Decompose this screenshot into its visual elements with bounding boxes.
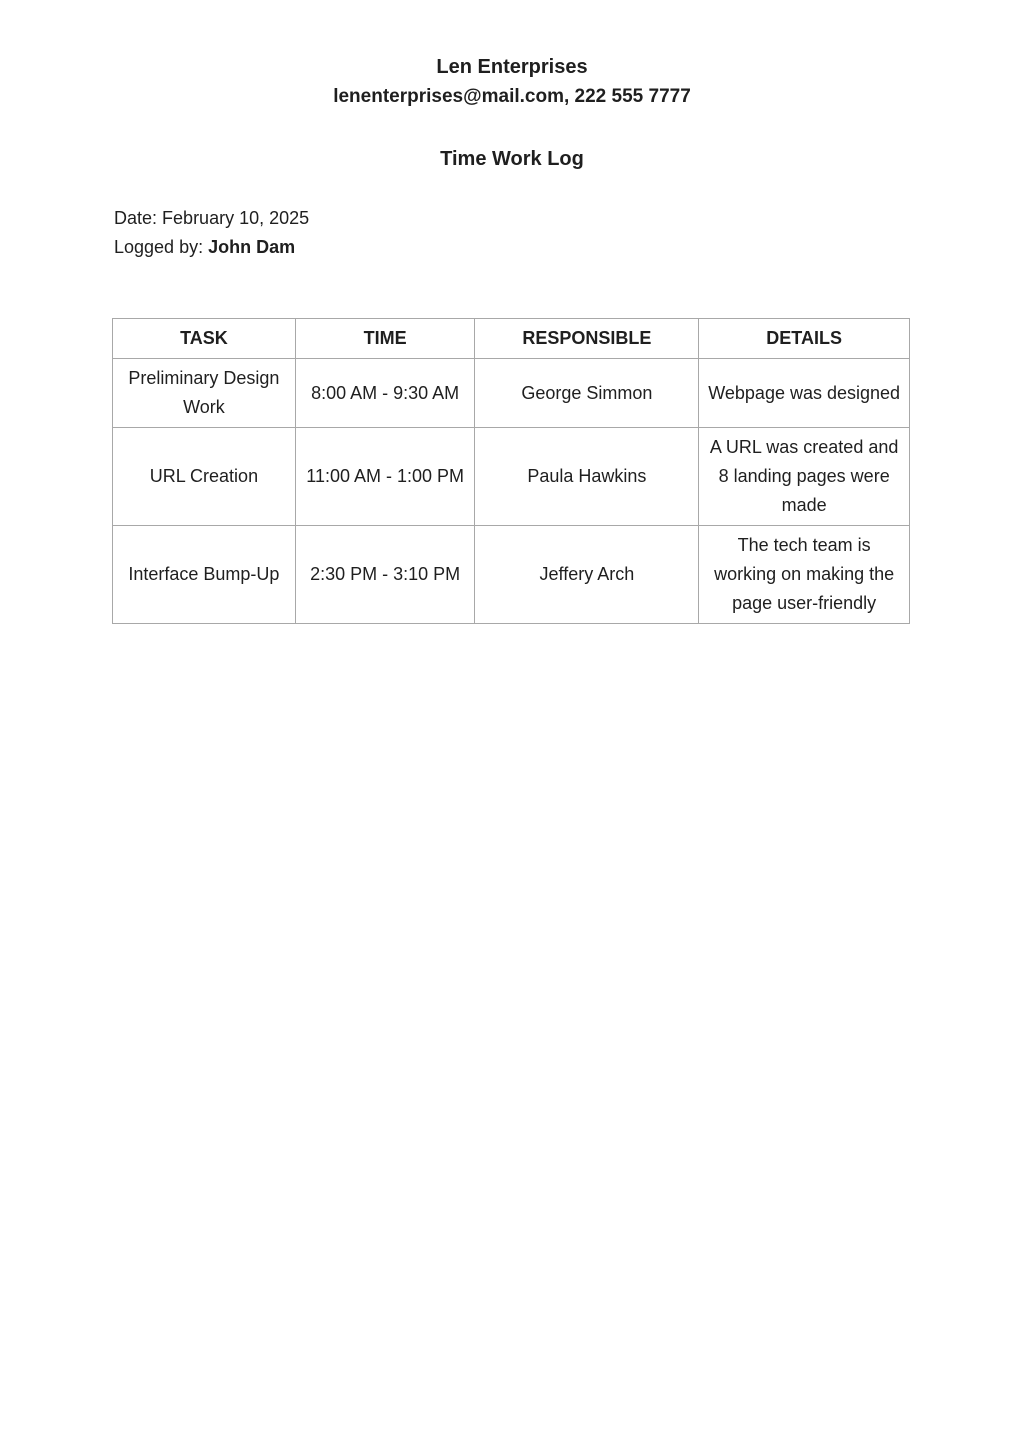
logged-by-line <box>114 234 295 260</box>
cell-responsible: Jeffery Arch <box>475 526 699 624</box>
company-contact: lenenterprises@mail.com, 222 555 7777 <box>333 86 691 107</box>
cell-details: The tech team is working on making the page user-friendly <box>699 526 910 624</box>
time-log-table <box>112 318 910 624</box>
logged-by-value: John Dam <box>208 237 296 257</box>
table-row <box>113 526 910 624</box>
cell-time: 2:30 PM - 3:10 PM <box>295 526 475 624</box>
column-header-details: DETAILS <box>699 319 910 359</box>
column-header-responsible: RESPONSIBLE <box>475 319 699 359</box>
date-value: February 10, 2025 <box>162 208 310 228</box>
company-name: Len Enterprises <box>436 56 588 78</box>
cell-time: 11:00 AM - 1:00 PM <box>295 428 475 526</box>
table-row <box>113 428 910 526</box>
table-row <box>113 359 910 428</box>
logged-by-label: Logged by: <box>114 237 204 257</box>
cell-task: Preliminary Design Work <box>113 359 296 428</box>
date-line <box>114 205 309 231</box>
cell-responsible: Paula Hawkins <box>475 428 699 526</box>
cell-task: Interface Bump-Up <box>113 526 296 624</box>
cell-details: Webpage was designed <box>699 359 910 428</box>
column-header-time: TIME <box>295 319 475 359</box>
cell-responsible: George Simmon <box>475 359 699 428</box>
page-title: Time Work Log <box>440 148 584 170</box>
cell-time: 8:00 AM - 9:30 AM <box>295 359 475 428</box>
table-header-row <box>113 319 910 359</box>
cell-details: A URL was created and 8 landing pages were made <box>699 428 910 526</box>
cell-task: URL Creation <box>113 428 296 526</box>
column-header-task: TASK <box>113 319 296 359</box>
date-label: Date: <box>114 208 158 228</box>
